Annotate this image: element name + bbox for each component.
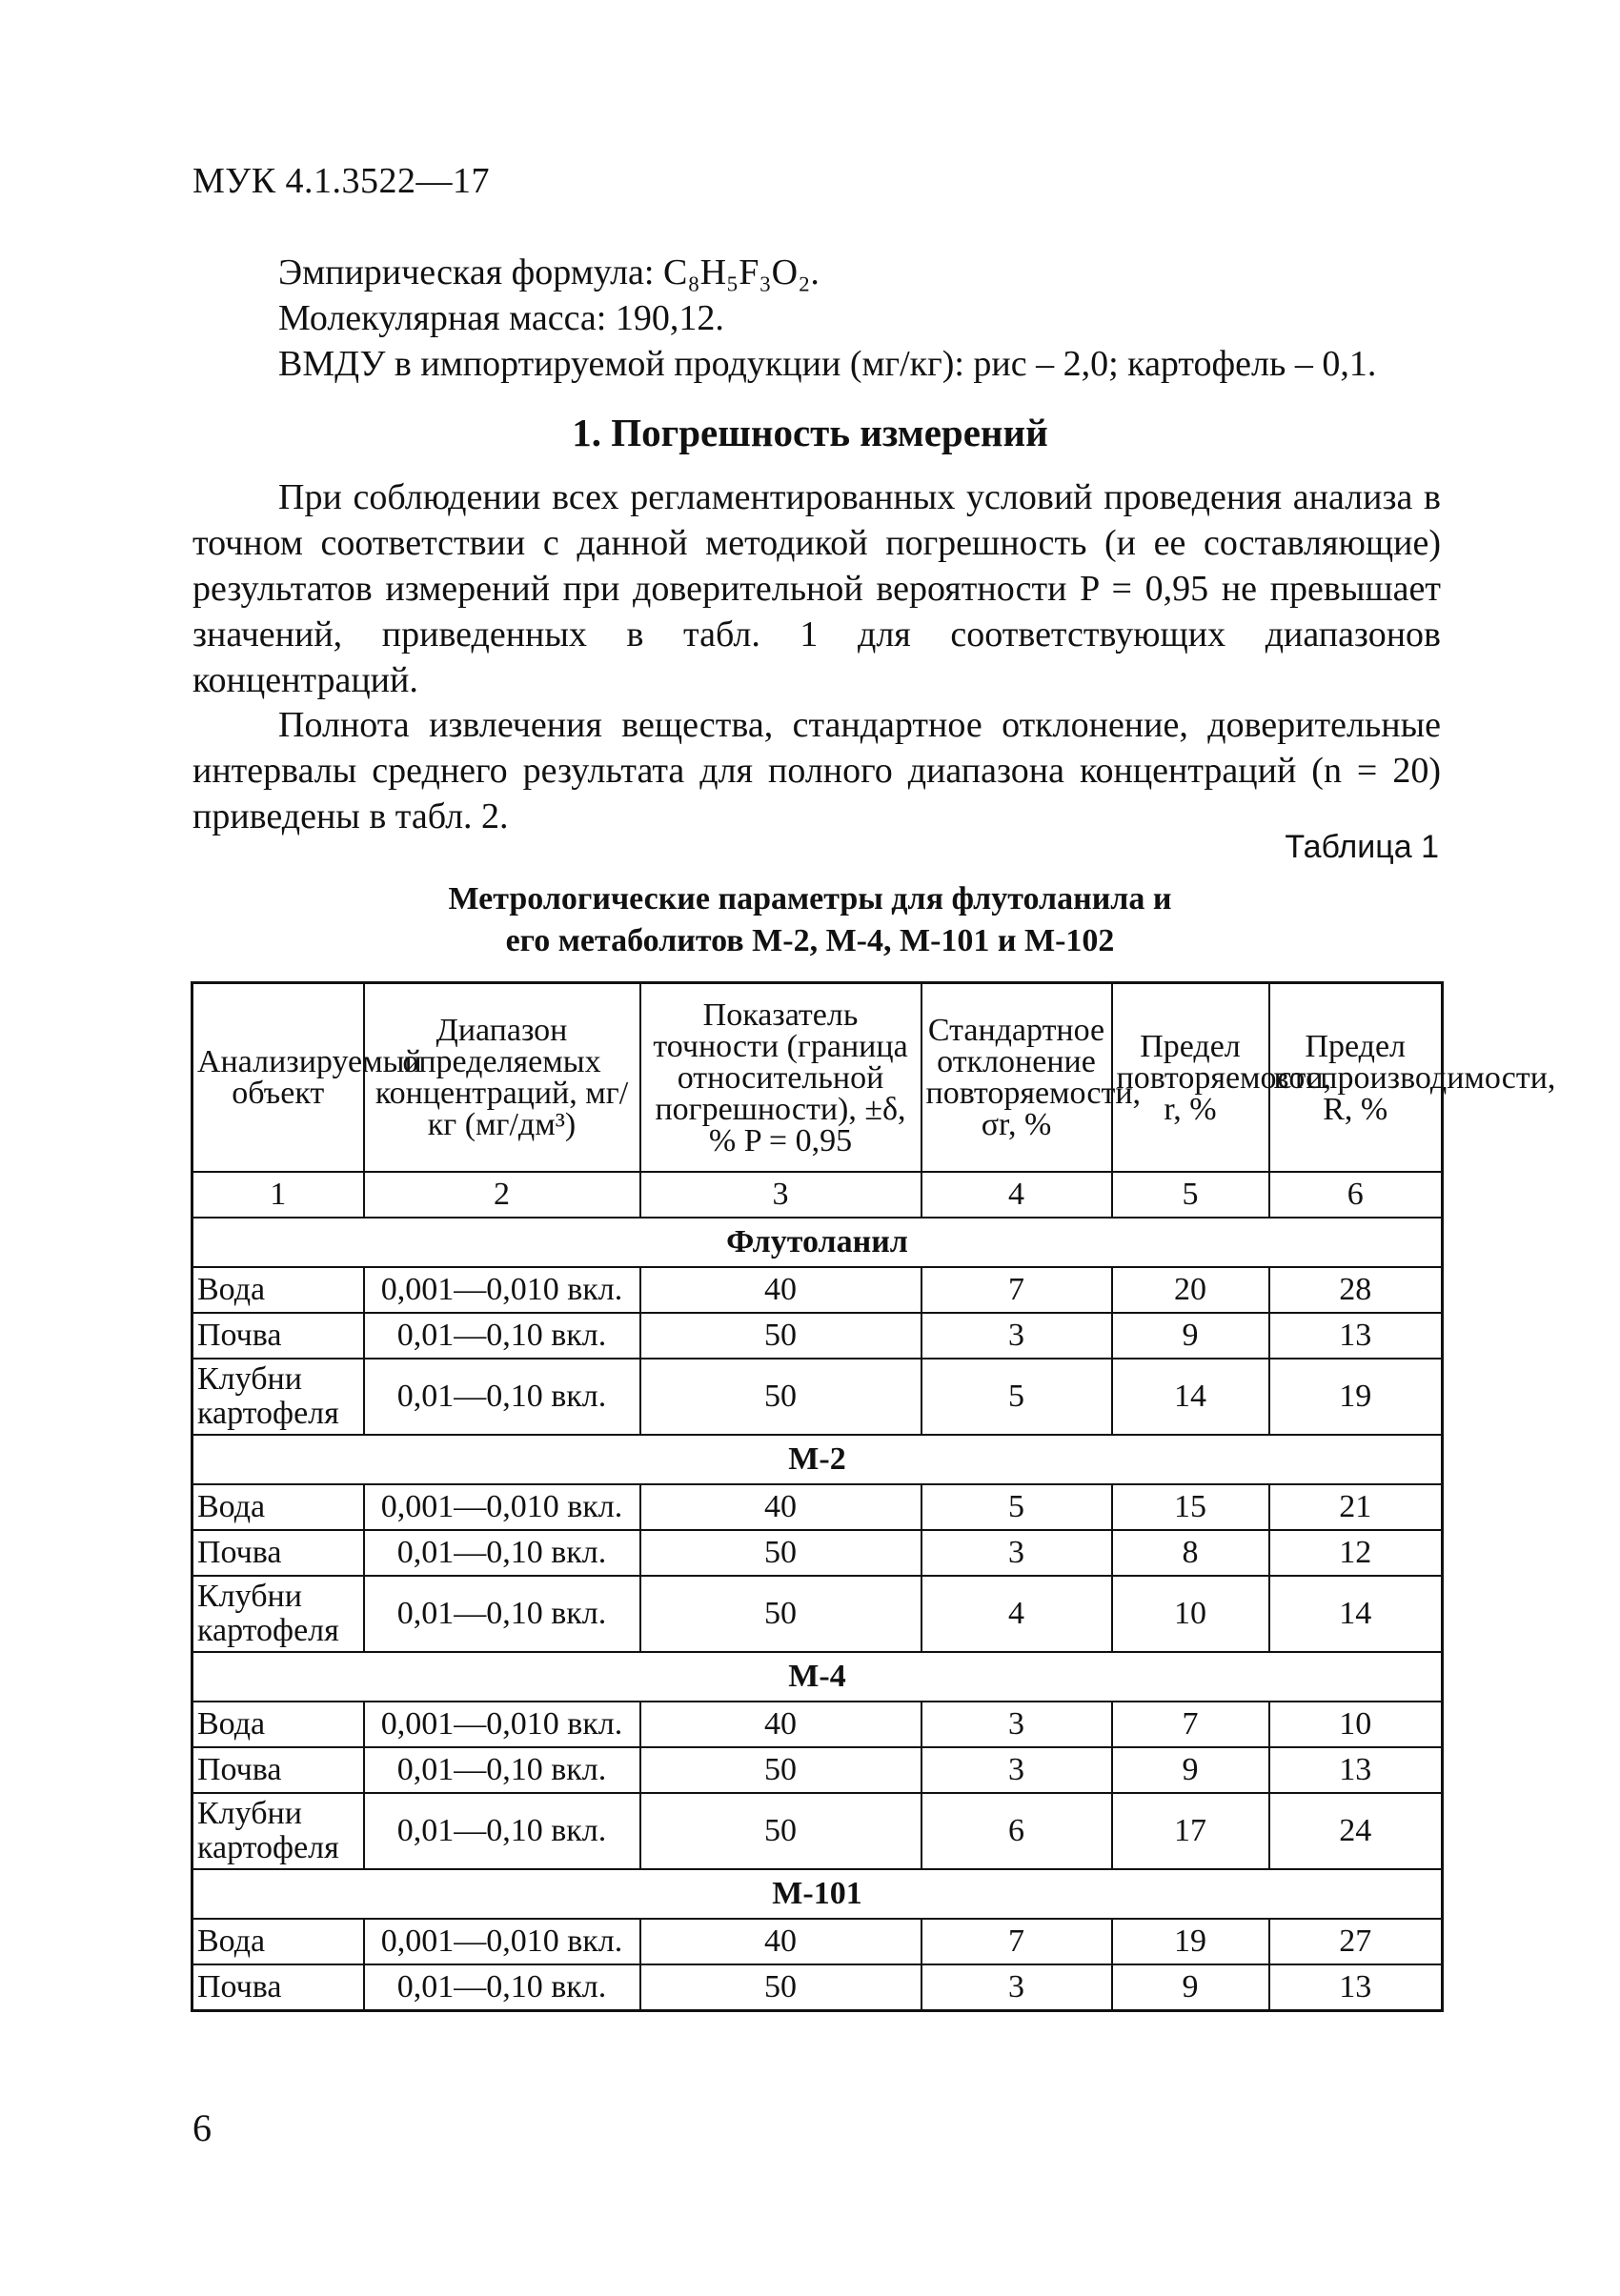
cell-r: 15	[1112, 1484, 1269, 1530]
metrology-table	[191, 981, 1556, 2012]
table-row	[192, 1267, 1443, 1313]
cell-range: 0,01—0,10 вкл.	[364, 1359, 640, 1435]
header-object: Анализируемый объект	[192, 983, 364, 1173]
cell-delta: 50	[640, 1313, 921, 1359]
cell-r: 8	[1112, 1530, 1269, 1576]
cell-sigma: 7	[921, 1919, 1112, 1964]
cell-range: 0,01—0,10 вкл.	[364, 1313, 640, 1359]
table-row	[192, 1747, 1443, 1793]
cell-object: Вода	[192, 1702, 364, 1747]
cell-R: 21	[1269, 1484, 1443, 1530]
cell-object: Почва	[192, 1530, 364, 1576]
header-std-deviation: Стандартное отклонение повторяемости, σr, %	[921, 983, 1112, 1173]
document-code: МУК 4.1.3522—17	[192, 161, 491, 201]
group-row	[192, 1435, 1443, 1484]
cell-r: 9	[1112, 1964, 1269, 2011]
cell-delta: 50	[640, 1576, 921, 1652]
table-row	[192, 1484, 1443, 1530]
group-row	[192, 1869, 1443, 1919]
cell-delta: 40	[640, 1919, 921, 1964]
metrology-table-wrapper	[191, 981, 1556, 2012]
cell-r: 14	[1112, 1359, 1269, 1435]
cell-R: 19	[1269, 1359, 1443, 1435]
cell-R: 10	[1269, 1702, 1443, 1747]
cell-delta: 40	[640, 1484, 921, 1530]
empirical-formula: Эмпирическая формула: C₈H₅F₃O₂.	[278, 252, 820, 292]
column-number-row	[192, 1172, 1443, 1218]
column-number: 6	[1269, 1172, 1443, 1218]
cell-delta: 40	[640, 1702, 921, 1747]
table-row	[192, 1359, 1443, 1435]
cell-sigma: 3	[921, 1530, 1112, 1576]
cell-R: 13	[1269, 1964, 1443, 2011]
cell-object: Клубни картофеля	[192, 1576, 364, 1652]
max-residue-level: ВМДУ в импортируемой продукции (мг/кг): рис – 2,0; картофель – 0,1.	[278, 344, 1377, 384]
cell-sigma: 5	[921, 1359, 1112, 1435]
column-number: 2	[364, 1172, 640, 1218]
cell-sigma: 3	[921, 1747, 1112, 1793]
group-row	[192, 1218, 1443, 1267]
table-row	[192, 1313, 1443, 1359]
group-row	[192, 1652, 1443, 1702]
column-number: 5	[1112, 1172, 1269, 1218]
group-name: М-4	[192, 1652, 1443, 1702]
cell-sigma: 6	[921, 1793, 1112, 1869]
substance-info	[278, 250, 1469, 387]
table-row	[192, 1793, 1443, 1869]
cell-R: 14	[1269, 1576, 1443, 1652]
cell-sigma: 3	[921, 1702, 1112, 1747]
section-heading: 1. Погрешность измерений	[572, 411, 1048, 454]
cell-object: Клубни картофеля	[192, 1359, 364, 1435]
cell-delta: 50	[640, 1747, 921, 1793]
table-title-line: его метаболитов М-2, М-4, М-101 и М-102	[505, 923, 1115, 958]
cell-R: 12	[1269, 1530, 1443, 1576]
page-number: 6	[192, 2106, 212, 2149]
cell-R: 28	[1269, 1267, 1443, 1313]
cell-delta: 50	[640, 1359, 921, 1435]
cell-r: 7	[1112, 1702, 1269, 1747]
cell-r: 9	[1112, 1313, 1269, 1359]
cell-r: 10	[1112, 1576, 1269, 1652]
table-row	[192, 1576, 1443, 1652]
header-range: Диапазон определяемых концентраций, мг/кг (мг/дм³)	[364, 983, 640, 1173]
cell-range: 0,01—0,10 вкл.	[364, 1576, 640, 1652]
cell-object: Вода	[192, 1484, 364, 1530]
cell-range: 0,001—0,010 вкл.	[364, 1702, 640, 1747]
cell-r: 9	[1112, 1747, 1269, 1793]
cell-R: 13	[1269, 1313, 1443, 1359]
group-name: Флутоланил	[192, 1218, 1443, 1267]
cell-r: 20	[1112, 1267, 1269, 1313]
table-row	[192, 1702, 1443, 1747]
table-caption: Таблица 1	[1285, 829, 1439, 865]
cell-delta: 50	[640, 1964, 921, 2011]
cell-R: 27	[1269, 1919, 1443, 1964]
header-repeatability: Предел повторяемости, r, %	[1112, 983, 1269, 1173]
cell-range: 0,01—0,10 вкл.	[364, 1747, 640, 1793]
column-number: 4	[921, 1172, 1112, 1218]
cell-r: 17	[1112, 1793, 1269, 1869]
cell-R: 13	[1269, 1747, 1443, 1793]
cell-range: 0,01—0,10 вкл.	[364, 1793, 640, 1869]
column-number: 1	[192, 1172, 364, 1218]
cell-R: 24	[1269, 1793, 1443, 1869]
paragraph-accuracy: При соблюдении всех регламентированных условий проведения анализа в точном соответствии с данной методикой погрешность (и ее составляющие) результатов измерений при доверительной вероятности P = 0,95 не превышает значений, приведенных в табл. 1 для соответствующих диапазонов концентраций.	[192, 477, 1441, 700]
table-title	[191, 878, 1429, 962]
cell-object: Почва	[192, 1964, 364, 2011]
cell-object: Почва	[192, 1747, 364, 1793]
cell-delta: 40	[640, 1267, 921, 1313]
cell-sigma: 5	[921, 1484, 1112, 1530]
cell-object: Клубни картофеля	[192, 1793, 364, 1869]
cell-sigma: 3	[921, 1964, 1112, 2011]
group-name: М-2	[192, 1435, 1443, 1484]
cell-object: Вода	[192, 1267, 364, 1313]
paragraph-recovery: Полнота извлечения вещества, стандартное отклонение, доверительные интервалы среднего результата для полного диапазона концентраций (n = 20) приведены в табл. 2.	[192, 705, 1441, 836]
cell-range: 0,01—0,10 вкл.	[364, 1530, 640, 1576]
table-header-row	[192, 983, 1443, 1173]
cell-range: 0,01—0,10 вкл.	[364, 1964, 640, 2011]
cell-object: Вода	[192, 1919, 364, 1964]
cell-sigma: 3	[921, 1313, 1112, 1359]
cell-range: 0,001—0,010 вкл.	[364, 1919, 640, 1964]
cell-delta: 50	[640, 1793, 921, 1869]
table-row	[192, 1919, 1443, 1964]
table-title-line: Метрологические параметры для флутоланила и	[448, 881, 1172, 916]
cell-delta: 50	[640, 1530, 921, 1576]
cell-range: 0,001—0,010 вкл.	[364, 1267, 640, 1313]
molecular-mass: Молекулярная масса: 190,12.	[278, 298, 724, 338]
cell-range: 0,001—0,010 вкл.	[364, 1484, 640, 1530]
table-row	[192, 1530, 1443, 1576]
cell-sigma: 7	[921, 1267, 1112, 1313]
group-name: М-101	[192, 1869, 1443, 1919]
cell-object: Почва	[192, 1313, 364, 1359]
cell-sigma: 4	[921, 1576, 1112, 1652]
header-reproducibility: Предел воспроизводимости, R, %	[1269, 983, 1443, 1173]
cell-r: 19	[1112, 1919, 1269, 1964]
table-row	[192, 1964, 1443, 2011]
column-number: 3	[640, 1172, 921, 1218]
header-accuracy: Показатель точности (граница относительной погрешности), ±δ, % P = 0,95	[640, 983, 921, 1173]
